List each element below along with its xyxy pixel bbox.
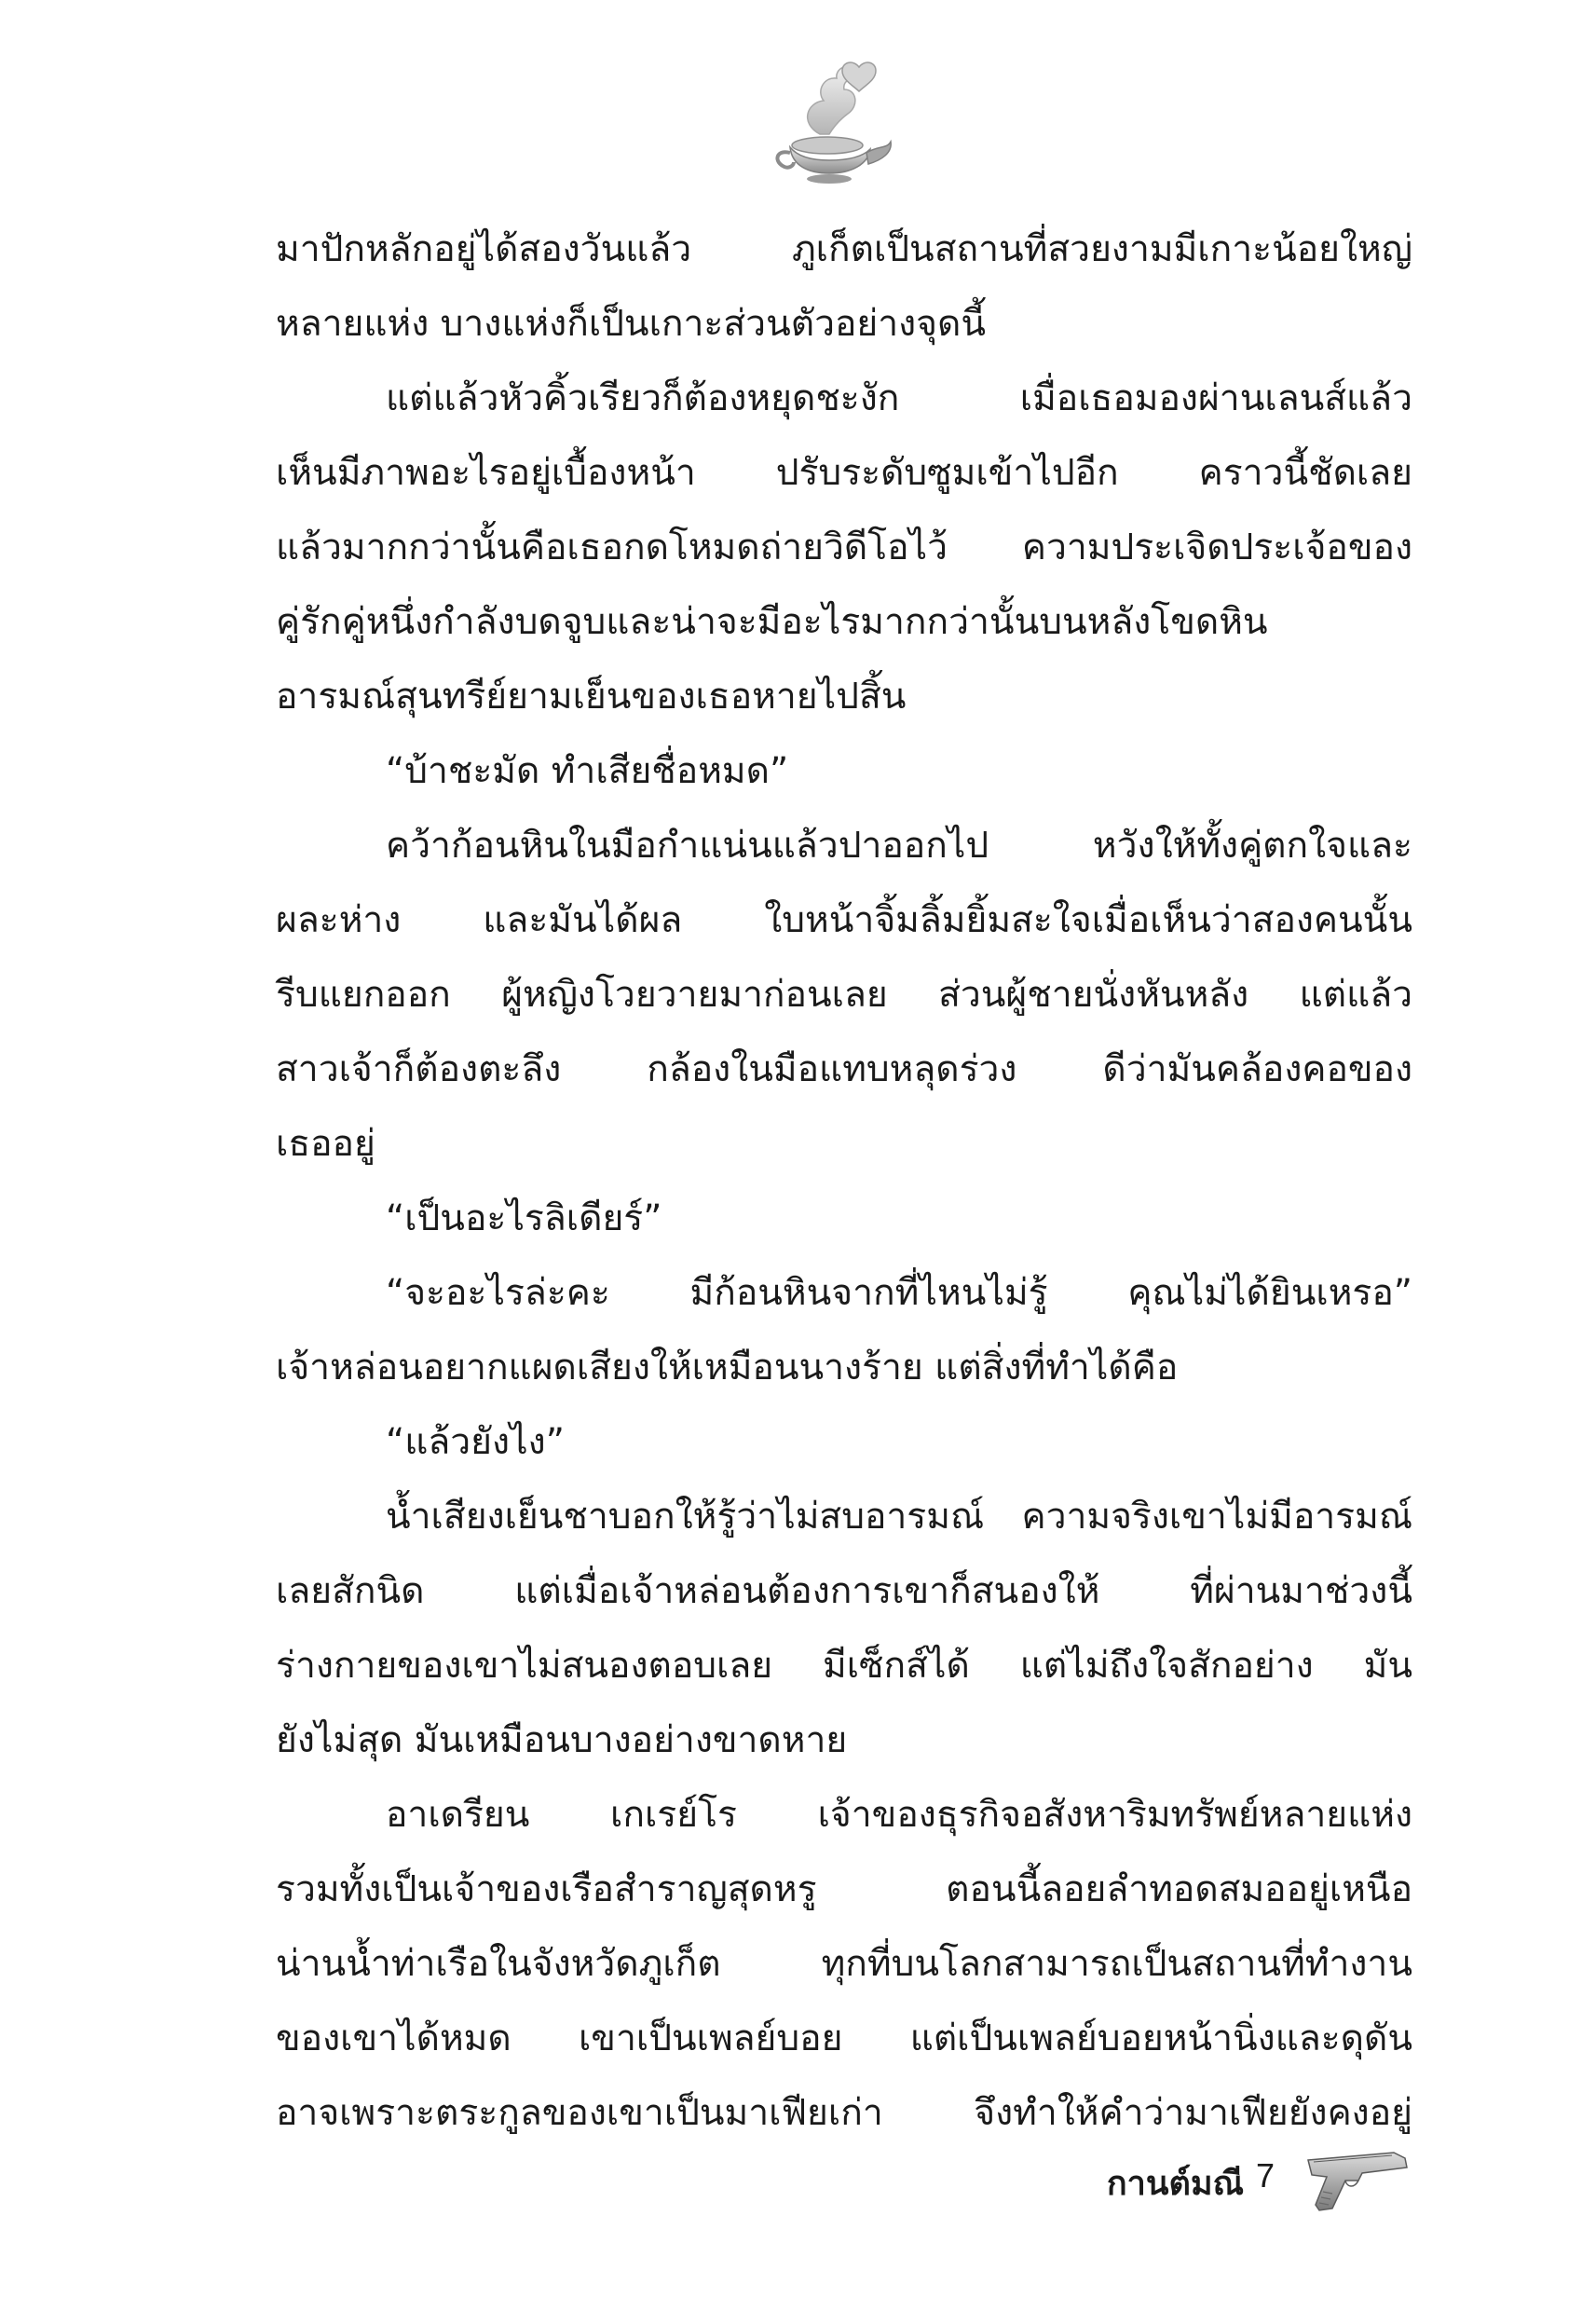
text-line: เจ้าหล่อนอยากแผดเสียงให้เหมือนนางร้าย แต่สิ่งที่ทำได้คือ xyxy=(276,1347,1179,1388)
text-line: อาจเพราะตระกูลของเขาเป็นมาเฟียเก่า จึงทำให้คำว่ามาเฟียยังคงอยู่ xyxy=(276,2092,1412,2134)
text-line: แล้วมากกว่านั้นคือเธอกดโหมดถ่ายวิดีโอไว้ ความประเจิดประเจ้อของ xyxy=(276,526,1412,568)
text-line: น้ำเสียงเย็นชาบอกให้รู้ว่าไม่สบอารมณ์ ความจริงเขาไม่มีอารมณ์ xyxy=(386,1496,1412,1538)
text-line: ของเขาได้หมด เขาเป็นเพลย์บอย แต่เป็นเพลย์บอยหน้านิ่งและดุดัน xyxy=(276,2017,1412,2059)
pistol-icon xyxy=(1304,2140,1412,2214)
page-number: 7 xyxy=(1256,2156,1275,2195)
text-line: รีบแยกออก ผู้หญิงโวยวายมาก่อนเลย ส่วนผู้ชายนั่งหันหลัง แต่แล้ว xyxy=(276,974,1412,1016)
text-line: เลยสักนิด แต่เมื่อเจ้าหล่อนต้องการเขาก็สนองให้ ที่ผ่านมาช่วงนี้ xyxy=(276,1570,1412,1612)
text-line: อาเดรียน เกเรย์โร เจ้าของธุรกิจอสังหาริมทรัพย์หลายแห่ง xyxy=(386,1794,1412,1836)
text-line: เห็นมีภาพอะไรอยู่เบื้องหน้า ปรับระดับซูมเข้าไปอีก คราวนี้ชัดเลย xyxy=(276,452,1412,494)
text-line: มาปักหลักอยู่ได้สองวันแล้ว ภูเก็ตเป็นสถานที่สวยงามมีเกาะน้อยใหญ่ xyxy=(276,228,1412,270)
text-line: ผละห่าง และมันได้ผล ใบหน้าจิ้มลิ้มยิ้มสะใจเมื่อเห็นว่าสองคนนั้น xyxy=(276,899,1412,941)
book-title: กานต์มณี xyxy=(1106,2165,1244,2203)
text-line: เธออยู่ xyxy=(276,1123,375,1165)
text-line: อารมณ์สุนทรีย์ยามเย็นของเธอหายไปสิ้น xyxy=(276,676,907,718)
dialogue-line: “บ้าชะมัด ทำเสียชื่อหมด” xyxy=(386,750,789,792)
dialogue-line: “จะอะไรล่ะคะ มีก้อนหินจากที่ไหนไม่รู้ คุณไม่ได้ยินเหรอ” xyxy=(386,1272,1412,1314)
text-line: หลายแห่ง บางแห่งก็เป็นเกาะส่วนตัวอย่างจุดนี้ xyxy=(276,303,987,345)
text-line: น่านน้ำท่าเรือในจังหวัดภูเก็ต ทุกที่บนโลกสามารถเป็นสถานที่ทำงาน xyxy=(276,1943,1412,1985)
text-line: แต่แล้วหัวคิ้วเรียวก็ต้องหยุดชะงัก เมื่อเธอมองผ่านเลนส์แล้ว xyxy=(386,377,1412,419)
page-footer xyxy=(1025,2140,1416,2223)
body-text xyxy=(276,212,1412,2151)
text-line: คู่รักคู่หนึ่งกำลังบดจูบและน่าจะมีอะไรมากกว่านั้นบนหลังโขดหิน xyxy=(276,601,1268,643)
text-line: ยังไม่สุด มันเหมือนบางอย่างขาดหาย xyxy=(276,1719,848,1761)
dialogue-line: “เป็นอะไรลิเดียร์” xyxy=(386,1197,662,1239)
text-line: คว้าก้อนหินในมือกำแน่นแล้วปาออกไป หวังให้ทั้งคู่ตกใจและ xyxy=(386,825,1412,867)
text-line: สาวเจ้าก็ต้องตะลึง กล้องในมือแทบหลุดร่วง ดีว่ามันคล้องคอของ xyxy=(276,1048,1412,1090)
genie-lamp-icon xyxy=(762,48,902,188)
dialogue-line: “แล้วยังไง” xyxy=(386,1421,565,1463)
text-line: รวมทั้งเป็นเจ้าของเรือสำราญสุดหรู ตอนนี้ลอยลำทอดสมออยู่เหนือ xyxy=(276,1868,1412,1910)
text-line: ร่างกายของเขาไม่สนองตอบเลย มีเซ็กส์ได้ แต่ไม่ถึงใจสักอย่าง มัน xyxy=(276,1645,1412,1687)
